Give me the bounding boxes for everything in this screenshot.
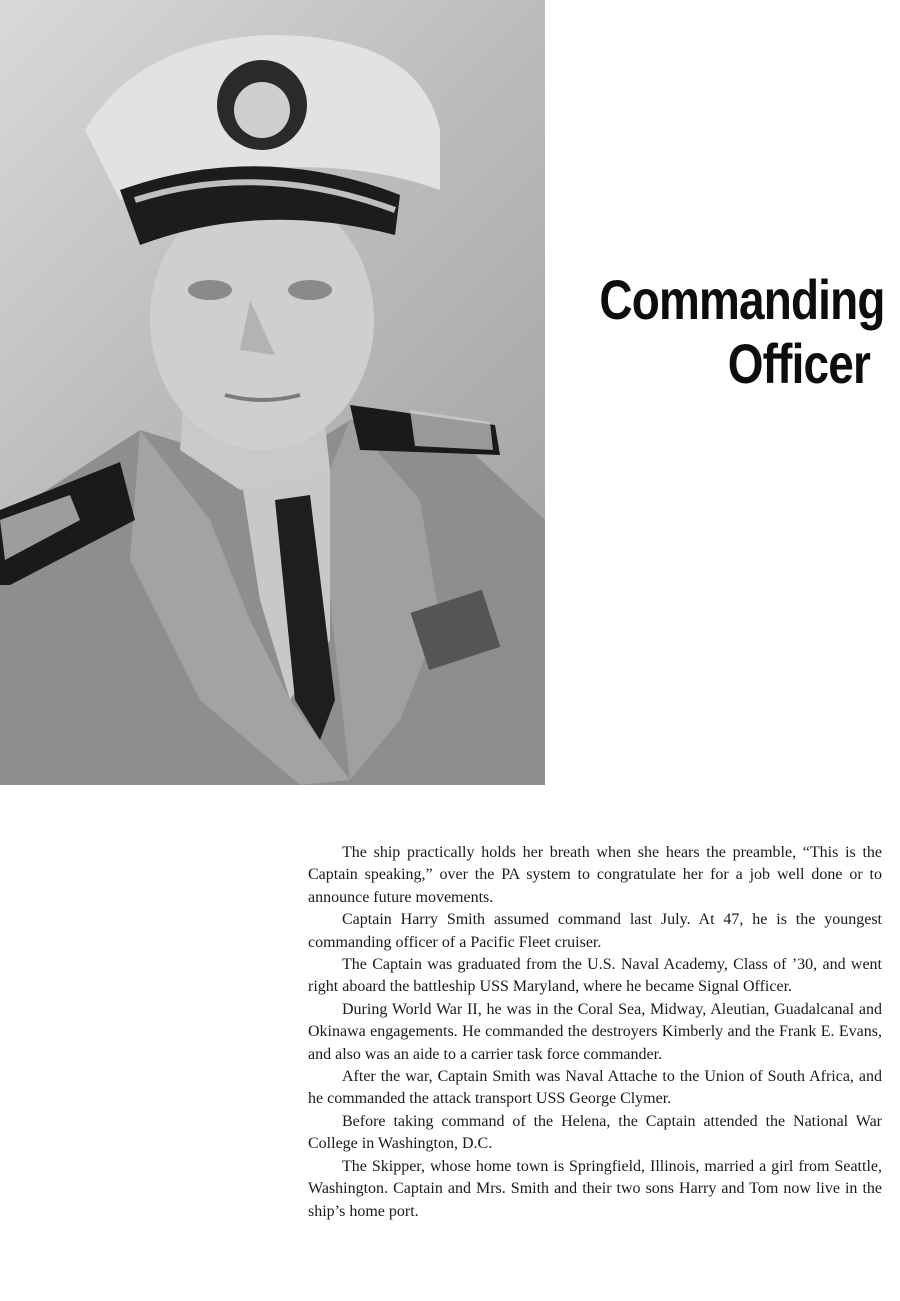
title-line-1: Commanding bbox=[599, 268, 885, 331]
paragraph: Captain Harry Smith assumed command last July. At 47, he is the youngest commanding officer of a Pacific Fleet cruiser. bbox=[308, 911, 882, 951]
biography-text bbox=[308, 842, 882, 1223]
paragraph: The Captain was graduated from the U.S. Naval Academy, Class of ’30, and went right aboard the battleship USS Maryland, where he became Signal Officer. bbox=[308, 956, 882, 996]
page-title bbox=[599, 268, 885, 396]
paragraph: The Skipper, whose home town is Springfield, Illinois, married a girl from Seattle, Washington. Captain and Mrs. Smith and their two sons Harry and Tom now live in the ship’s home port. bbox=[308, 1157, 882, 1220]
title-line-2: Officer bbox=[727, 332, 870, 395]
paragraph: Before taking command of the Helena, the Captain attended the National War College in Washington, D.C. bbox=[308, 1112, 882, 1153]
paragraph: The ship practically holds her breath when she hears the preamble, “This is the Captain speaking,” over the PA system to congratulate her for a job well done or to announce future movements. bbox=[308, 844, 882, 906]
paragraph: After the war, Captain Smith was Naval Attache to the Union of South Africa, and he commanded the attack transport USS George Clymer. bbox=[308, 1068, 882, 1108]
captain-portrait-photo bbox=[0, 0, 545, 785]
paragraph: During World War II, he was in the Coral Sea, Midway, Aleutian, Guadalcanal and Okinawa engagements. He commanded the destroyers Kimberly and the Frank E. Evans, and also was an aide to a carrier task force commander. bbox=[308, 1000, 882, 1063]
portrait-illustration bbox=[0, 0, 545, 785]
